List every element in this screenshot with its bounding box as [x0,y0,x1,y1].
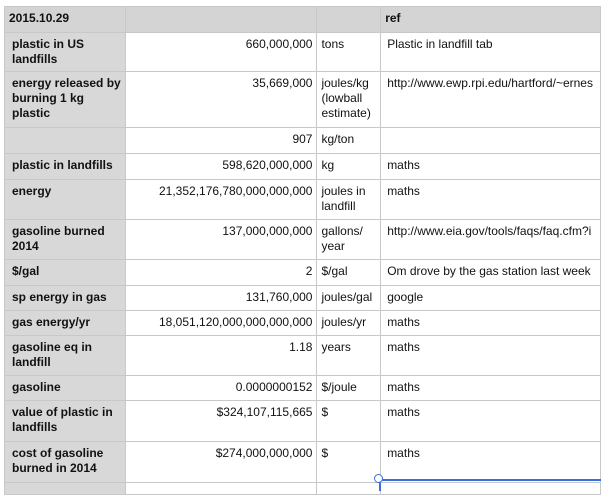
table-row [5,33,601,72]
table-row [5,376,601,401]
row-value-cell[interactable]: 0.0000000152 [126,376,317,401]
row-label-cell[interactable] [5,128,126,154]
row-unit-cell[interactable]: $ [317,401,381,442]
row-value-cell[interactable]: 137,000,000,000 [126,220,317,260]
row-label-cell[interactable]: gasoline burned 2014 [5,220,126,260]
row-label-cell[interactable]: gasoline [5,376,126,401]
selected-cell-outline[interactable] [379,479,601,491]
row-label-cell[interactable]: value of plastic in landfills [5,401,126,442]
row-value-cell[interactable]: 21,352,176,780,000,000,000 [126,180,317,220]
row-ref-cell[interactable]: http://www.eia.gov/tools/faqs/faq.cfm?i [381,220,601,260]
row-unit-cell[interactable]: joules/gal [317,286,381,311]
row-value-cell[interactable]: 660,000,000 [126,33,317,72]
row-label-cell[interactable]: sp energy in gas [5,286,126,311]
selection-handle[interactable] [374,474,383,483]
row-label-cell[interactable]: energy [5,180,126,220]
table-row [5,180,601,220]
row-unit-cell[interactable]: kg/ton [317,128,381,154]
row-value-cell[interactable]: 18,051,120,000,000,000,000 [126,311,317,336]
row-ref-cell[interactable]: maths [381,180,601,220]
row-ref-cell[interactable] [381,128,601,154]
row-ref-cell[interactable]: Om drove by the gas station last week [381,260,601,286]
table-row [5,336,601,376]
row-unit-cell[interactable]: $/gal [317,260,381,286]
table-row [5,220,601,260]
row-ref-cell[interactable]: maths [381,442,601,483]
row-ref-cell[interactable]: maths [381,376,601,401]
header-unit-cell[interactable] [317,7,381,33]
row-ref-cell[interactable]: maths [381,154,601,180]
row-unit-cell[interactable]: kg [317,154,381,180]
table-row [5,72,601,128]
row-unit-cell[interactable]: gallons/ year [317,220,381,260]
row-ref-cell[interactable]: maths [381,401,601,442]
row-value-cell[interactable]: 1.18 [126,336,317,376]
row-ref-cell[interactable]: maths [381,336,601,376]
row-label-cell[interactable]: gasoline eq in landfill [5,336,126,376]
row-value-cell[interactable]: $324,107,115,665 [126,401,317,442]
row-ref-cell[interactable]: google [381,286,601,311]
row-unit-cell[interactable]: joules in landfill [317,180,381,220]
row-value-cell[interactable]: 598,620,000,000 [126,154,317,180]
row-ref-cell[interactable]: Plastic in landfill tab [381,33,601,72]
header-row [5,7,601,33]
spreadsheet-grid [4,6,601,495]
header-date-cell[interactable]: 2015.10.29 [5,7,126,33]
row-value-cell[interactable]: 35,669,000 [126,72,317,128]
table-row [5,154,601,180]
table-row [5,401,601,442]
row-unit-cell[interactable]: $/joule [317,376,381,401]
table-row [5,260,601,286]
table-row [5,311,601,336]
row-ref-cell[interactable]: http://www.ewp.rpi.edu/hartford/~ernes [381,72,601,128]
row-unit-cell[interactable]: joules/kg (lowball estimate) [317,72,381,128]
table-row [5,128,601,154]
row-unit-cell[interactable]: years [317,336,381,376]
row-label-cell[interactable]: plastic in US landfills [5,33,126,72]
table-row [5,442,601,483]
header-ref-cell[interactable]: ref [381,7,601,33]
row-unit-cell[interactable]: joules/yr [317,311,381,336]
row-unit-cell[interactable]: $ [317,442,381,483]
row-label-cell[interactable]: plastic in landfills [5,154,126,180]
row-label-cell[interactable]: cost of gasoline burned in 2014 [5,442,126,483]
row-ref-cell[interactable]: maths [381,311,601,336]
row-value-cell[interactable]: 907 [126,128,317,154]
row-value-cell[interactable]: 2 [126,260,317,286]
header-value-cell[interactable] [126,7,317,33]
row-label-cell[interactable]: $/gal [5,260,126,286]
row-label-cell[interactable]: gas energy/yr [5,311,126,336]
table-row [5,286,601,311]
row-unit-cell[interactable]: tons [317,33,381,72]
row-value-cell[interactable]: $274,000,000,000 [126,442,317,483]
row-value-cell[interactable]: 131,760,000 [126,286,317,311]
row-label-cell[interactable]: energy released by burning 1 kg plastic [5,72,126,128]
